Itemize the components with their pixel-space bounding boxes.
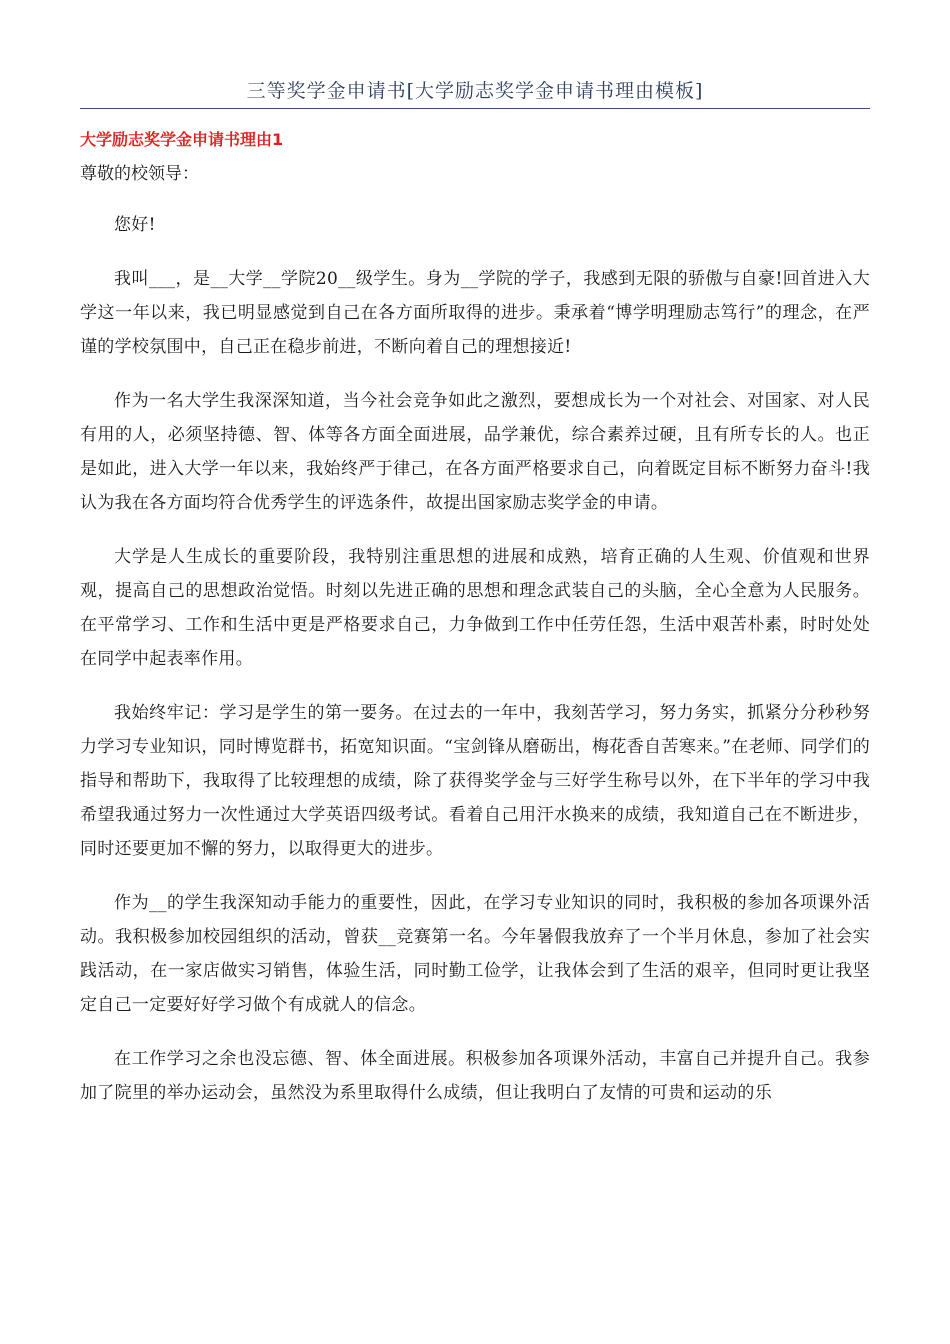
paragraph-study: 我始终牢记：学习是学生的第一要务。在过去的一年中，我刻苦学习，努力务实，抓紧分分秒秒努力学习专业知识，同时博览群书，拓宽知识面。“宝剑锋从磨砺出，梅花香自苦寒来。”在老师、同学们的指导和帮助下，我取得了比较理想的成绩，除了获得奖学金与三好学生称号以外，在下半年的学习中我希望我通过努力一次性通过大学英语四级考试。看着自己用汗水换来的成绩，我知道自己在不断进步，同时还要更加不懈的努力，以取得更大的进步。 bbox=[80, 703, 870, 859]
header-divider bbox=[80, 108, 870, 109]
paragraph-introduction: 我叫___，是__大学__学院20__级学生。身为__学院的学子，我感到无限的骄傲与自豪!回首进入大学这一年以来，我已明显感觉到自己在各方面所取得的进步。秉承着“博学明理励志笃行”的理念，在严谨的学校氛围中，自己正在稳步前进，不断向着自己的理想接近! bbox=[80, 269, 870, 357]
page-header-title: 三等奖学金申请书[大学励志奖学金申请书理由模板] bbox=[246, 80, 704, 102]
paragraph-development: 在工作学习之余也没忘德、智、体全面进展。积极参加各项课外活动，丰富自己并提升自己。我参加了院里的举办运动会，虽然没为系里取得什么成绩，但让我明白了友情的可贵和运动的乐 bbox=[80, 1049, 870, 1103]
paragraph-activities: 作为__的学生我深知动手能力的重要性，因此，在学习专业知识的同时，我积极的参加各项课外活动。我积极参加校园组织的活动，曾获__竞赛第一名。今年暑假我放弃了一个半月休息，参加了社会实践活动，在一家店做实习销售，体验生活，同时勤工俭学，让我体会到了生活的艰辛，但同时更让我坚定自己一定要好好学习做个有成就人的信念。 bbox=[80, 893, 870, 1015]
section-heading: 大学励志奖学金申请书理由1 bbox=[80, 130, 284, 149]
letter-body bbox=[80, 208, 870, 1130]
paragraph-greeting: 您好! bbox=[114, 215, 156, 235]
paragraph-ideology: 大学是人生成长的重要阶段，我特别注重思想的进展和成熟，培育正确的人生观、价值观和世界观，提高自己的思想政治觉悟。时刻以先进正确的思想和理念武装自己的头脑，全心全意为人民服务。在平常学习、工作和生活中更是严格要求自己，力争做到工作中任劳任怨，生活中艰苦朴素，时时处处在同学中起表率作用。 bbox=[80, 547, 870, 669]
salutation: 尊敬的校领导： bbox=[80, 164, 199, 184]
paragraph-goals: 作为一名大学生我深深知道，当今社会竞争如此之激烈，要想成长为一个对社会、对国家、对人民有用的人，必须坚持德、智、体等各方面全面进展，品学兼优，综合素养过硬，且有所专长的人。也正是如此，进入大学一年以来，我始终严于律己，在各方面严格要求自己，向着既定目标不断努力奋斗!我认为我在各方面均符合优秀学生的评选条件，故提出国家励志奖学金的申请。 bbox=[80, 391, 870, 513]
